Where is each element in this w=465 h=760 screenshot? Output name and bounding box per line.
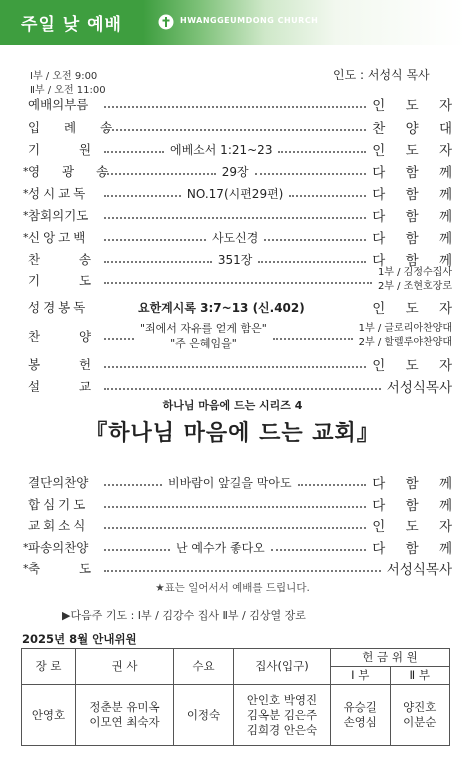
standing-mark: * (23, 164, 29, 178)
order-content: 29장 (221, 164, 249, 179)
order-content: 351장 (217, 252, 253, 267)
standing-mark: * (23, 186, 29, 200)
order-role: 다 함 께 (372, 498, 460, 514)
order-label: 찬 양 (28, 329, 92, 344)
reception-name: 이정숙 (174, 685, 234, 746)
order-role: 다 함 께 (372, 209, 460, 225)
usher-line: 김희경 안은숙 (246, 722, 318, 737)
offering-part1-names (331, 685, 391, 746)
standing-mark: * (23, 230, 29, 244)
dot-leader (104, 151, 164, 153)
order-label: 성시교독 (28, 186, 89, 201)
order-label: 찬 송 (28, 252, 92, 267)
church-name: HWANGGEUMDONG CHURCH (180, 16, 319, 25)
dot-leader (104, 239, 206, 241)
order-content: 비바람이 앞길을 막아도 (168, 475, 292, 490)
service-time-first: Ⅰ부 / 오전 9:00 (30, 71, 98, 82)
usher-table (21, 648, 450, 746)
usher-names (234, 685, 331, 746)
usher-line: 안인호 박영진 (246, 692, 318, 707)
deacon-names (76, 685, 174, 746)
order-label: 참회의기도 (28, 208, 89, 223)
offering-line: 유승길 (343, 700, 377, 714)
church-logo-icon (158, 14, 174, 30)
header-usher: 집사(입구) (234, 649, 331, 685)
header-part1: Ⅰ 부 (331, 667, 391, 685)
dot-leader (104, 388, 381, 390)
order-item (28, 93, 460, 115)
header-offering: 헌 금 위 원 (331, 649, 450, 667)
usher-line: 김옥분 김은주 (246, 707, 318, 722)
offering-line: 이분순 (403, 715, 437, 729)
prayer-second: 2부 / 조현호장로 (377, 281, 452, 292)
order-item (23, 182, 460, 204)
dot-leader (104, 366, 366, 368)
order-item (28, 296, 460, 318)
order-label: 봉 헌 (28, 357, 92, 372)
order-label: 영 광 송 (28, 164, 118, 179)
order-role: 인 도 자 (372, 143, 460, 159)
dot-leader (273, 338, 353, 340)
order-role: 다 함 께 (372, 165, 460, 181)
dot-leader (104, 338, 134, 340)
dot-leader (258, 261, 366, 263)
order-item (23, 557, 452, 579)
dot-leader (271, 549, 367, 551)
order-label: 예배의부름 (28, 97, 89, 112)
dot-leader (104, 527, 366, 529)
order-label: 성경봉독 (28, 300, 89, 315)
service-time-second: Ⅱ부 / 오전 11:00 (30, 85, 106, 96)
scripture-reading: 요한계시록 3:7~13 (신.402) (138, 300, 305, 315)
dot-leader (104, 570, 381, 572)
next-week-prayer: ▶다음주 기도 : Ⅰ부 / 김강수 집사 Ⅱ부 / 김상열 장로 (62, 609, 306, 622)
order-item (28, 493, 460, 515)
order-label: 기 도 (28, 273, 92, 288)
staff-caption: 2025년 8월 안내위원 (22, 632, 137, 646)
order-role: 인 도 자 (372, 98, 460, 114)
order-item (23, 536, 460, 558)
dot-leader (104, 106, 366, 108)
order-item (28, 514, 460, 536)
order-item (28, 116, 460, 138)
order-item (28, 138, 460, 160)
order-content: NO.17(시편29편) (186, 186, 284, 201)
order-item (28, 375, 452, 397)
header-banner (0, 0, 465, 45)
order-content: 난 예수가 좋다오 (176, 540, 265, 555)
order-role: 서성식목사 (386, 380, 452, 396)
order-role: 찬 양 대 (372, 121, 460, 137)
header-reception: 수요 (174, 649, 234, 685)
dot-leader (104, 261, 212, 263)
prayer-leaders (378, 266, 452, 294)
order-role: 다 함 께 (372, 476, 460, 492)
dot-leader (104, 195, 181, 197)
order-role: 서성식목사 (386, 562, 452, 578)
dot-leader (104, 217, 366, 219)
worship-leader: 인도 : 서성식 목사 (333, 68, 430, 82)
order-item (28, 471, 460, 493)
order-item (23, 160, 460, 182)
header-elder: 장 로 (22, 649, 76, 685)
order-item (28, 320, 452, 352)
standing-mark: * (23, 208, 29, 222)
choir-second: 2부 / 할렐루야찬양대 (358, 337, 452, 348)
offering-part2-names (390, 685, 450, 746)
order-role: 인 도 자 (372, 301, 460, 317)
anthem-second: "주 은혜임을" (170, 337, 237, 350)
order-role: 인 도 자 (372, 519, 460, 535)
order-item (23, 204, 460, 226)
order-role: 다 함 께 (372, 253, 460, 269)
order-content: 에베소서 1:21~23 (170, 142, 273, 157)
deacon-line: 이모연 최숙자 (89, 715, 160, 729)
order-item (23, 226, 460, 248)
sermon-series: 하나님 마음에 드는 시리즈 4 (162, 399, 303, 412)
order-label: 축 도 (28, 561, 92, 576)
dot-leader (104, 484, 162, 486)
order-role: 다 함 께 (372, 187, 460, 203)
sermon-title: 『하나님 마음에 드는 교회』 (85, 421, 380, 446)
page-title: 주일 낮 예배 (0, 0, 143, 45)
header-deacon: 권 사 (76, 649, 174, 685)
dot-leader (104, 549, 170, 551)
standing-note: ★표는 일어서서 예배를 드립니다. (155, 582, 310, 594)
order-label: 파송의찬양 (28, 540, 89, 555)
order-label: 신앙고백 (28, 230, 89, 245)
order-label: 설 교 (28, 379, 92, 394)
order-item (28, 264, 452, 296)
dot-leader (104, 282, 372, 284)
dot-leader (104, 506, 366, 508)
dot-leader (264, 239, 366, 241)
dot-leader (255, 173, 367, 175)
order-item (28, 353, 460, 375)
order-role: 다 함 께 (372, 541, 460, 557)
order-label: 결단의찬양 (28, 475, 89, 490)
choir-first: 1부 / 글로리아찬양대 (358, 323, 452, 334)
order-role: 인 도 자 (372, 358, 460, 374)
order-label: 합심기도 (28, 497, 89, 512)
order-content: 사도신경 (211, 230, 259, 245)
offering-line: 손영심 (343, 715, 377, 729)
standing-mark: * (23, 540, 29, 554)
offering-line: 양진호 (403, 700, 437, 714)
header-part2: Ⅱ 부 (390, 667, 450, 685)
anthem-titles (140, 321, 267, 351)
standing-mark: * (23, 561, 29, 575)
dot-leader (298, 484, 367, 486)
dot-leader (104, 129, 366, 131)
dot-leader (104, 173, 216, 175)
prayer-first: 1부 / 김정수집사 (377, 267, 452, 278)
elder-name: 안영호 (22, 685, 76, 746)
order-label: 기 원 (28, 142, 92, 157)
dot-leader (289, 195, 366, 197)
order-label: 입 례 송 (28, 120, 123, 135)
dot-leader (278, 151, 366, 153)
anthem-first: "죄에서 자유를 얻게 함은" (140, 322, 267, 335)
order-label: 교회소식 (28, 518, 89, 533)
choir-list (359, 322, 452, 350)
order-role: 다 함 께 (372, 231, 460, 247)
deacon-line: 정춘분 유미옥 (89, 700, 160, 714)
